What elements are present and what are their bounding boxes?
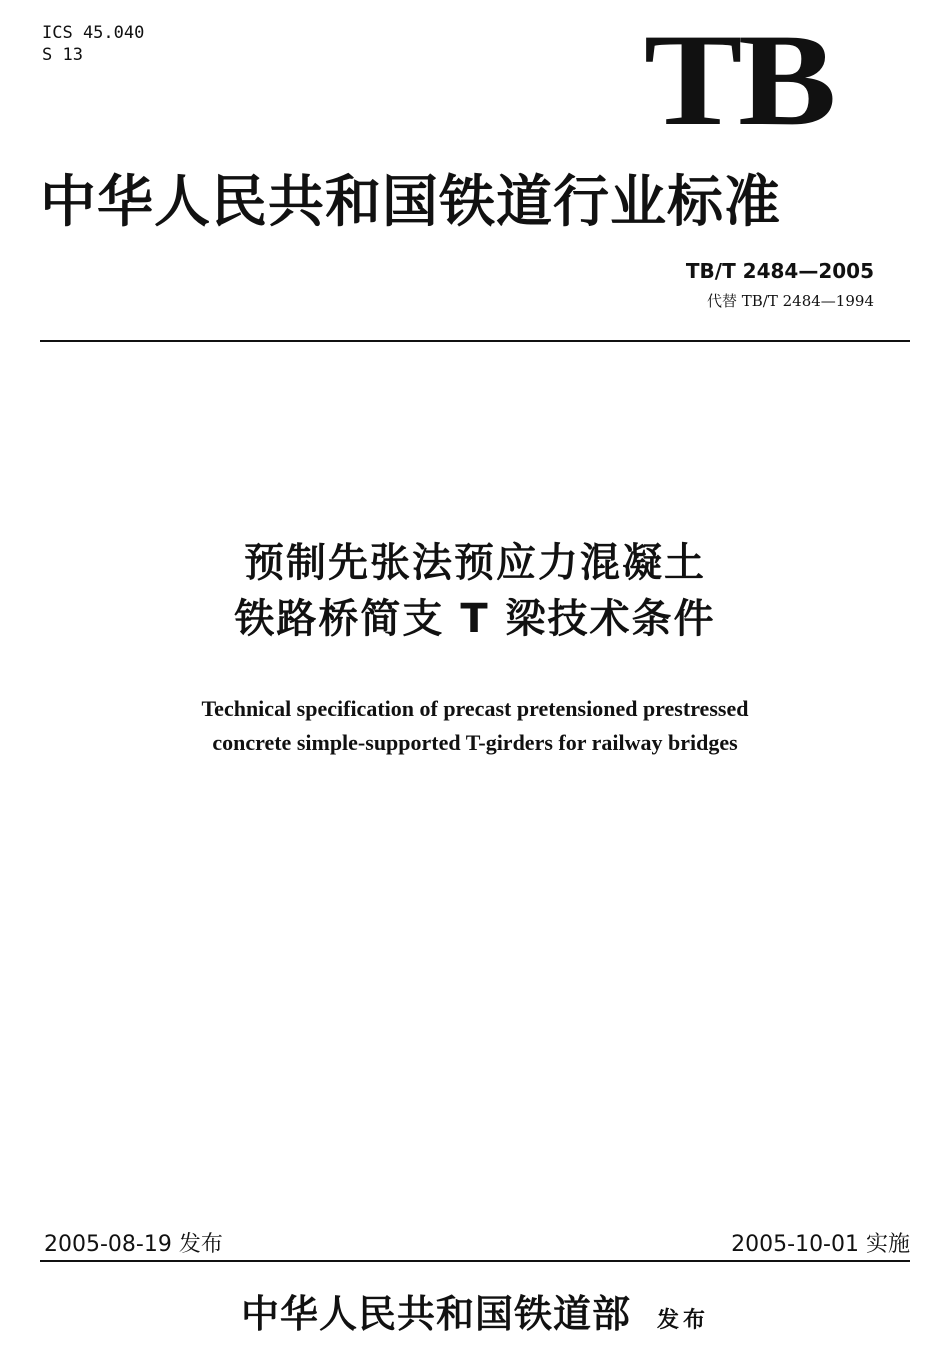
publisher-verb: 发布 <box>657 1308 710 1333</box>
top-divider <box>40 340 910 342</box>
organization-title: 中华人民共和国铁道行业标准 <box>40 169 781 235</box>
standard-number: TB/T 2484—2005 <box>685 259 874 283</box>
chinese-title <box>0 535 950 647</box>
issue-date: 2005-08-19 发布 <box>44 1232 223 1257</box>
ics-code: ICS 45.040 <box>42 23 145 43</box>
english-title <box>0 692 950 760</box>
publisher <box>0 1288 950 1340</box>
bottom-divider <box>40 1260 910 1262</box>
implementation-date: 2005-10-01 实施 <box>731 1232 910 1257</box>
chinese-title-line-2: 铁路桥简支 T 梁技术条件 <box>234 596 716 642</box>
chinese-title-line-1: 预制先张法预应力混凝土 <box>244 540 706 586</box>
publisher-name: 中华人民共和国铁道部 <box>240 1291 631 1336</box>
classification-codes <box>42 22 144 66</box>
class-code: S 13 <box>42 45 83 65</box>
tb-logo: TB <box>643 6 832 153</box>
english-title-line-1: Technical specification of precast pretensioned prestressed <box>201 696 749 721</box>
english-title-line-2: concrete simple-supported T-girders for railway bridges <box>212 730 738 755</box>
replaced-standard: 代替 TB/T 2484—1994 <box>707 292 874 310</box>
